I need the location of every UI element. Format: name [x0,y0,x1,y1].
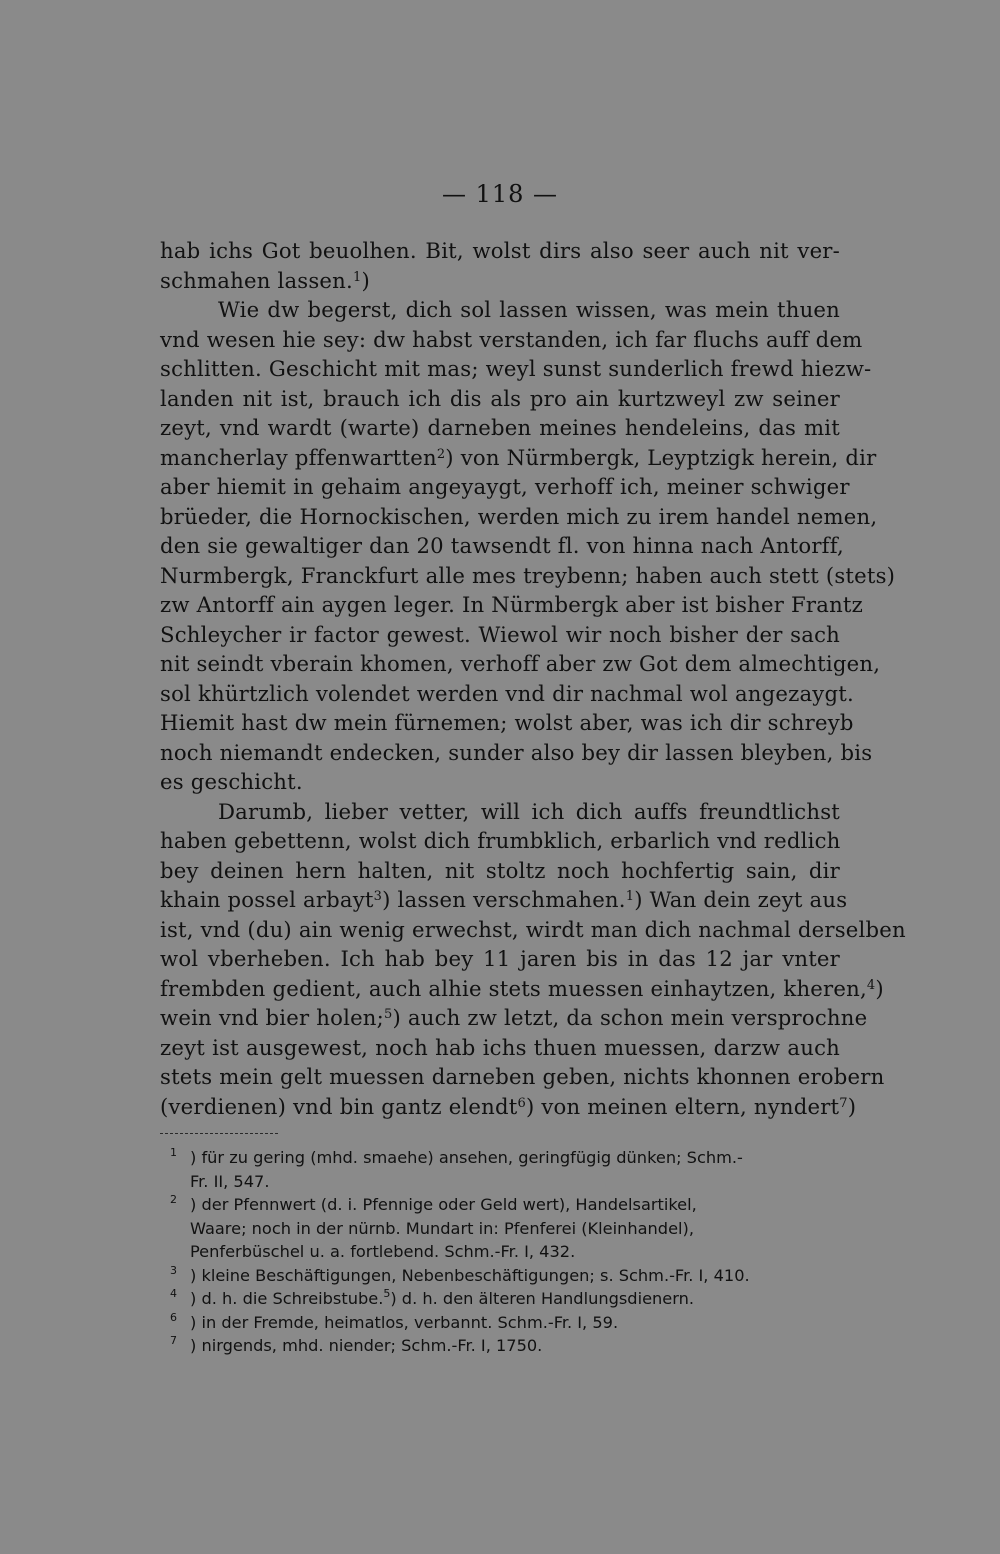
text-line: hab ichs Got beuolhen. Bit, wolst dirs also seer auch nit ver- [160,238,840,263]
text-line: ist, vnd (du) ain wenig erwechst, wirdt man dich nachmal derselben [160,916,906,942]
text-line: nit seindt vberain khomen, verhoff aber zw Got dem almechtigen, [160,651,881,676]
text-line: landen nit ist, brauch ich dis als pro ain kurtzweyl zw seiner [160,385,840,411]
text-line: Schleycher ir factor gewest. Wiewol wir noch bisher der sach [160,621,840,647]
text-line: schmahen lassen.$^1$) [160,267,370,293]
text-line: sol khürtzlich volendet werden vnd dir nachmal wol angezaygt. [160,680,854,706]
text-line: zw Antorff ain aygen leger. In Nürmbergk aber ist bisher Frantz [160,592,864,617]
footnote-item: 3 ) kleine Beschäftigungen, Nebenbeschäftigungen; s. Schm.-Fr. I, 410. [160,1264,840,1288]
page-number: — 118 — [441,180,559,208]
text-line: zeyt ist ausgewest, noch hab ichs thuen muessen, darzw auch [160,1034,840,1060]
text-line: Hiemit hast dw mein fürnemen; wolst aber, was ich dir schreyb [160,710,854,735]
footnote-ref: 4 [866,977,876,993]
text-line: aber hiemit in gehaim angeyaygt, verhoff ich, meiner schwiger [160,474,850,499]
text-line: zeyt, vnd wardt (warte) darneben meines hendeleins, das mit [160,415,840,440]
text-line: frembden gedient, auch alhie stets muessen einhaytzen, kheren,$^4$) [160,975,884,1001]
footnote-ref: 2 [436,446,446,462]
text-line: vnd wesen hie sey: dw habst verstanden, ich far fluchs auff dem [160,326,863,352]
footnotes [160,1146,840,1358]
text-line: khain possel arbayt$^3$) lassen verschmahen.$^1$) Wan dein zeyt aus [160,887,848,912]
footnote-divider [160,1133,278,1134]
text-line: noch niemandt endecken, sunder also bey dir lassen bleyben, bis [160,739,873,765]
footnote-ref: 5 [384,1007,393,1022]
text-line: wein vnd bier holen;$^5$) auch zw letzt, da schon mein versprochne [160,1005,868,1030]
text-line: (verdienen) vnd bin gantz elendt$^6$) von meinen eltern, nyndert$^7$) [160,1093,857,1119]
footnote-ref: 1 [352,269,362,285]
text-line: brüeder, die Hornockischen, werden mich zu irem handel nemen, [160,503,878,529]
text-line: Darumb, lieber vetter, will ich dich auffs freundtlichst [218,798,840,824]
footnote-item: 2 ) der Pfennwert (d. i. Pfennige oder Geld wert), Handelsartikel, Waare; noch in der nürnb. Mundart in: Pfenferei (Kleinhandel), Penferbüschel u. a. fortlebend. Schm.-Fr. I, 432. [160,1193,840,1264]
footnote-number: 7 [170,1334,177,1347]
text-line: haben gebettenn, wolst dich frumbklich, erbarlich vnd redlich [160,828,841,853]
footnote-item: 7 ) nirgends, mhd. niender; Schm.-Fr. I, 1750. [160,1334,840,1358]
footnote-number: 3 [170,1263,177,1277]
text-line: wol vberheben. Ich hab bey 11 jaren bis in das 12 jar vnter [160,946,840,971]
footnote-item: 1 ) für zu gering (mhd. smaehe) ansehen, geringfügig dünken; Schm.- Fr. II, 547. [160,1146,840,1193]
text-line: bey deinen hern halten, nit stoltz noch hochfertig sain, dir [160,857,840,883]
text-line: den sie gewaltiger dan 20 tawsendt fl. von hinna nach Antorff, [160,533,844,558]
main-text [160,236,906,1121]
footnote-ref: 1 [625,889,635,904]
footnote-item: 6 ) in der Fremde, heimatlos, verbannt. Schm.-Fr. I, 59. [160,1311,840,1335]
text-line: Wie dw begerst, dich sol lassen wissen, was mein thuen [218,297,840,322]
footnote-number: 1 [170,1146,177,1159]
text-line: schlitten. Geschicht mit mas; weyl sunst sunderlich frewd hiezw- [160,356,872,381]
text-line: stets mein gelt muessen darneben geben, nichts khonnen erobern [160,1064,885,1089]
footnote-number: 2 [170,1193,177,1206]
footnote-item: 4 ) d. h. die Schreibstube.$^5$) d. h. den älteren Handlungsdienern. [160,1287,840,1311]
footnote-ref: 7 [839,1095,848,1111]
text-line: es geschicht. [160,769,303,794]
text-line: Nurmbergk, Franckfurt alle mes treybenn; haben auch stett (stets) [160,562,896,588]
text-line: mancherlay pffenwartten$^2$) von Nürmbergk, Leyptzigk herein, dir [160,444,877,470]
footnote-ref: 3 [373,889,383,904]
footnote-number: 4 [170,1287,177,1300]
footnote-number: 6 [170,1310,177,1324]
footnote-ref: 6 [517,1095,526,1111]
